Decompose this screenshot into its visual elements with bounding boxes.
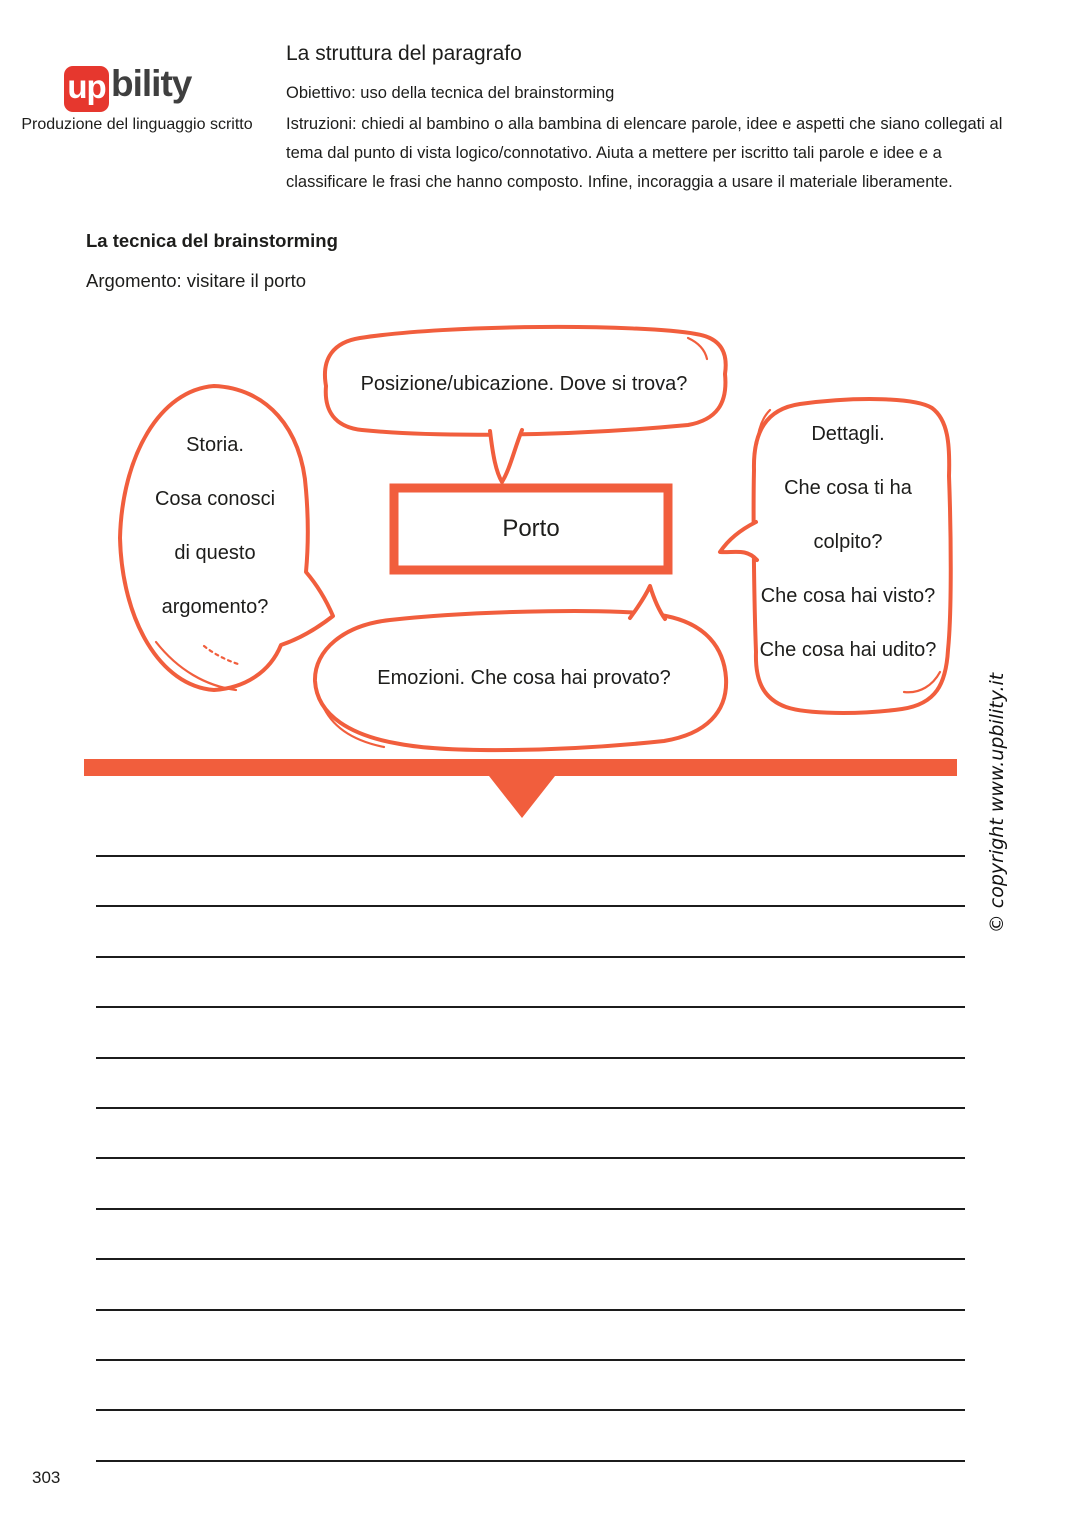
writing-line [96,1309,965,1311]
writing-line [96,1107,965,1109]
bubble-storia-label [122,418,308,634]
objective-text: Obiettivo: uso della tecnica del brainstorming [286,84,615,102]
upbility-logo-text: bility [111,63,192,104]
bubble-storia-line: Storia. [186,434,244,456]
bubble-storia-line: Cosa conosci [154,488,276,510]
bubble-dettagli-line: Che cosa ti ha [784,477,912,499]
topic-text: Argomento: visitare il porto [86,270,307,291]
writing-line [96,1409,965,1411]
down-arrow-icon [489,776,555,818]
bubble-emozioni-label [318,612,730,744]
instructions-text: Istruzioni: chiedi al bambino o alla bambina di elencare parole, idee e aspetti che siano collegati al tema dal punto di vista logico/connotativo. Aiuta a mettere per iscritto tali parole e idee e a classificare le frasi che hanno composto. Infine, incoraggia a usare il materiale liberamente. [286,115,1003,191]
writing-line [96,1157,965,1159]
writing-line [96,855,965,857]
divider-bar [84,759,957,776]
writing-line [96,1006,965,1008]
center-topic-label: Porto [502,515,560,542]
writing-line [96,1258,965,1260]
bubble-emozioni-line: Emozioni. Che cosa hai provato? [377,666,671,689]
writing-line [96,1460,965,1462]
bubble-storia-line: argomento? [161,596,269,618]
page-title: La struttura del paragrafo [286,42,522,65]
writing-line [96,1208,965,1210]
upbility-logo-badge: up [64,66,109,112]
copyright-vertical-text: © copyright www.upbility.it [986,672,1008,934]
writing-line [96,1359,965,1361]
writing-line [96,956,965,958]
section-heading: La tecnica del brainstorming [86,230,338,251]
bubble-posizione-line: Posizione/ubicazione. Dove si trova? [360,372,688,395]
bubble-dettagli-line: Che cosa hai udito? [759,639,937,661]
bubble-posizione-label [323,333,725,435]
page-number: 303 [32,1468,61,1487]
bubble-dettagli-label [746,407,950,677]
bubble-dettagli-line: Che cosa hai visto? [760,585,936,607]
bubble-dettagli-line: Dettagli. [811,423,885,445]
writing-line [96,1057,965,1059]
logo-tagline: Produzione del linguaggio scritto [21,116,253,133]
writing-line [96,905,965,907]
bubble-dettagli-line: colpito? [813,531,883,553]
speech-bubble-posizione-tail [490,430,522,482]
bubble-storia-line: di questo [174,542,256,564]
